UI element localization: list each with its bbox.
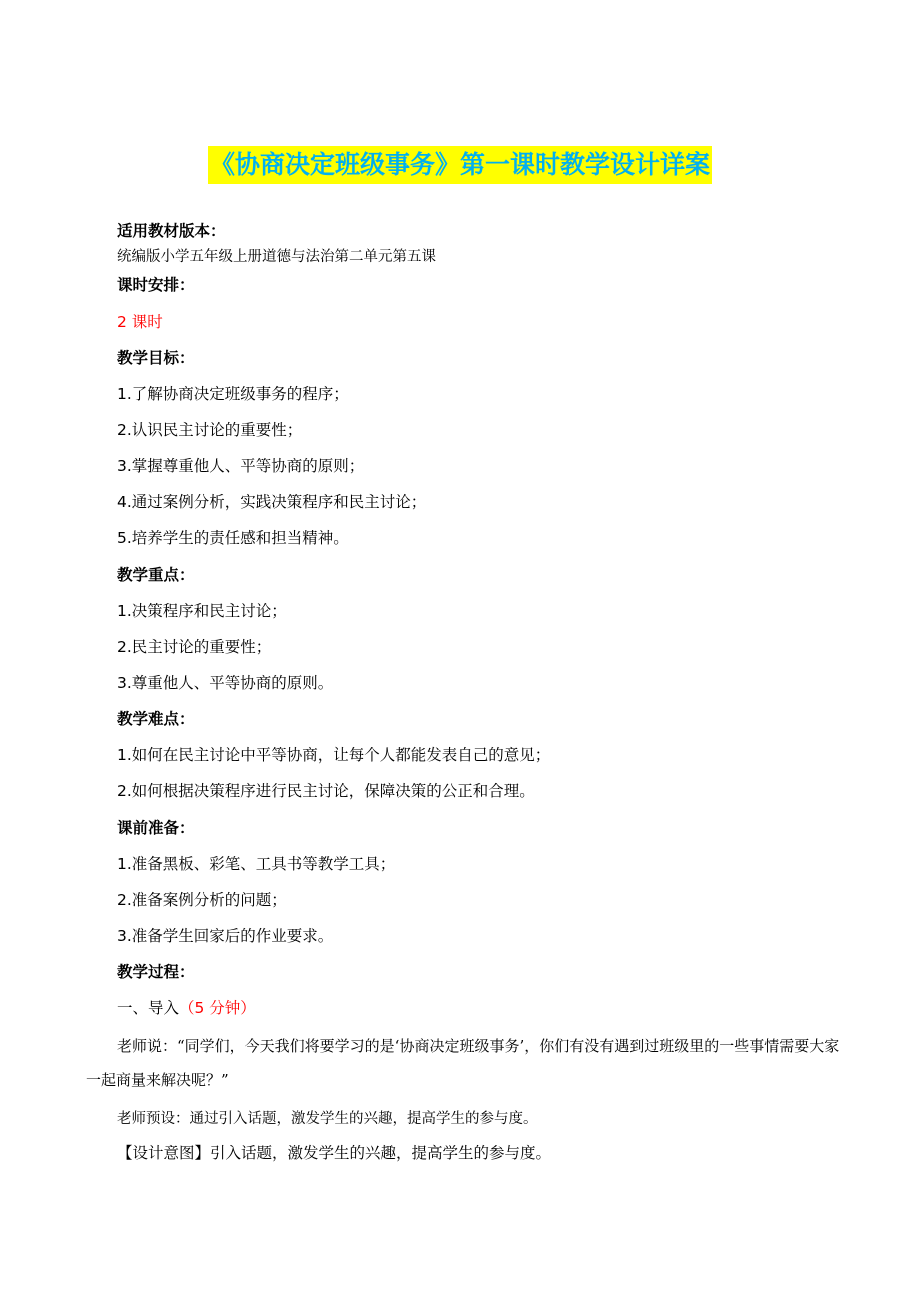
preparation-item: 3.准备学生回家后的作业要求。 xyxy=(117,927,334,945)
key-point-item: 2.民主讨论的重要性； xyxy=(117,638,272,656)
objective-item: 3.掌握尊重他人、平等协商的原则； xyxy=(117,457,365,475)
schedule-value: 2 课时 xyxy=(117,313,163,331)
key-point-item: 1.决策程序和民主讨论； xyxy=(117,602,287,620)
textbook-value: 统编版小学五年级上册道德与法治第二单元第五课 xyxy=(117,249,436,265)
teacher-says-paragraph xyxy=(86,1029,841,1097)
key-point-item: 3.尊重他人、平等协商的原则。 xyxy=(117,674,334,692)
textbook-label: 适用教材版本： xyxy=(117,222,226,240)
difficulties-label: 教学难点： xyxy=(117,710,195,728)
preparation-item: 2.准备案例分析的问题； xyxy=(117,891,287,909)
objectives-label: 教学目标： xyxy=(117,349,195,367)
section-heading xyxy=(117,998,256,1018)
objective-item: 4.通过案例分析，实践决策程序和民主讨论； xyxy=(117,493,427,511)
schedule-label: 课时安排： xyxy=(117,276,195,294)
preparation-label: 课前准备： xyxy=(117,819,195,837)
key-points-label: 教学重点： xyxy=(117,566,195,584)
design-intent: 【设计意图】引入话题，激发学生的兴趣，提高学生的参与度。 xyxy=(117,1144,552,1162)
title-wrap xyxy=(0,146,920,184)
section-heading-text: 一、导入 xyxy=(117,999,180,1017)
section-duration: （5 分钟） xyxy=(179,999,256,1017)
teacher-says-text: 老师说：“同学们，今天我们将要学习的是‘协商决定班级事务’，你们有没有遇到过班级里的一些事情需要大家一起商量来解决呢？” xyxy=(86,1037,840,1089)
process-label: 教学过程： xyxy=(117,963,195,981)
objective-item: 1.了解协商决定班级事务的程序； xyxy=(117,385,349,403)
difficulty-item: 1.如何在民主讨论中平等协商，让每个人都能发表自己的意见； xyxy=(117,746,551,764)
preparation-item: 1.准备黑板、彩笔、工具书等教学工具； xyxy=(117,855,396,873)
document-title: 《协商决定班级事务》第一课时教学设计详案 xyxy=(208,146,712,184)
difficulty-item: 2.如何根据决策程序进行民主讨论，保障决策的公正和合理。 xyxy=(117,782,535,800)
objective-item: 2.认识民主讨论的重要性； xyxy=(117,421,303,439)
teacher-preset: 老师预设：通过引入话题，激发学生的兴趣，提高学生的参与度。 xyxy=(117,1111,538,1127)
objective-item: 5.培养学生的责任感和担当精神。 xyxy=(117,529,349,547)
